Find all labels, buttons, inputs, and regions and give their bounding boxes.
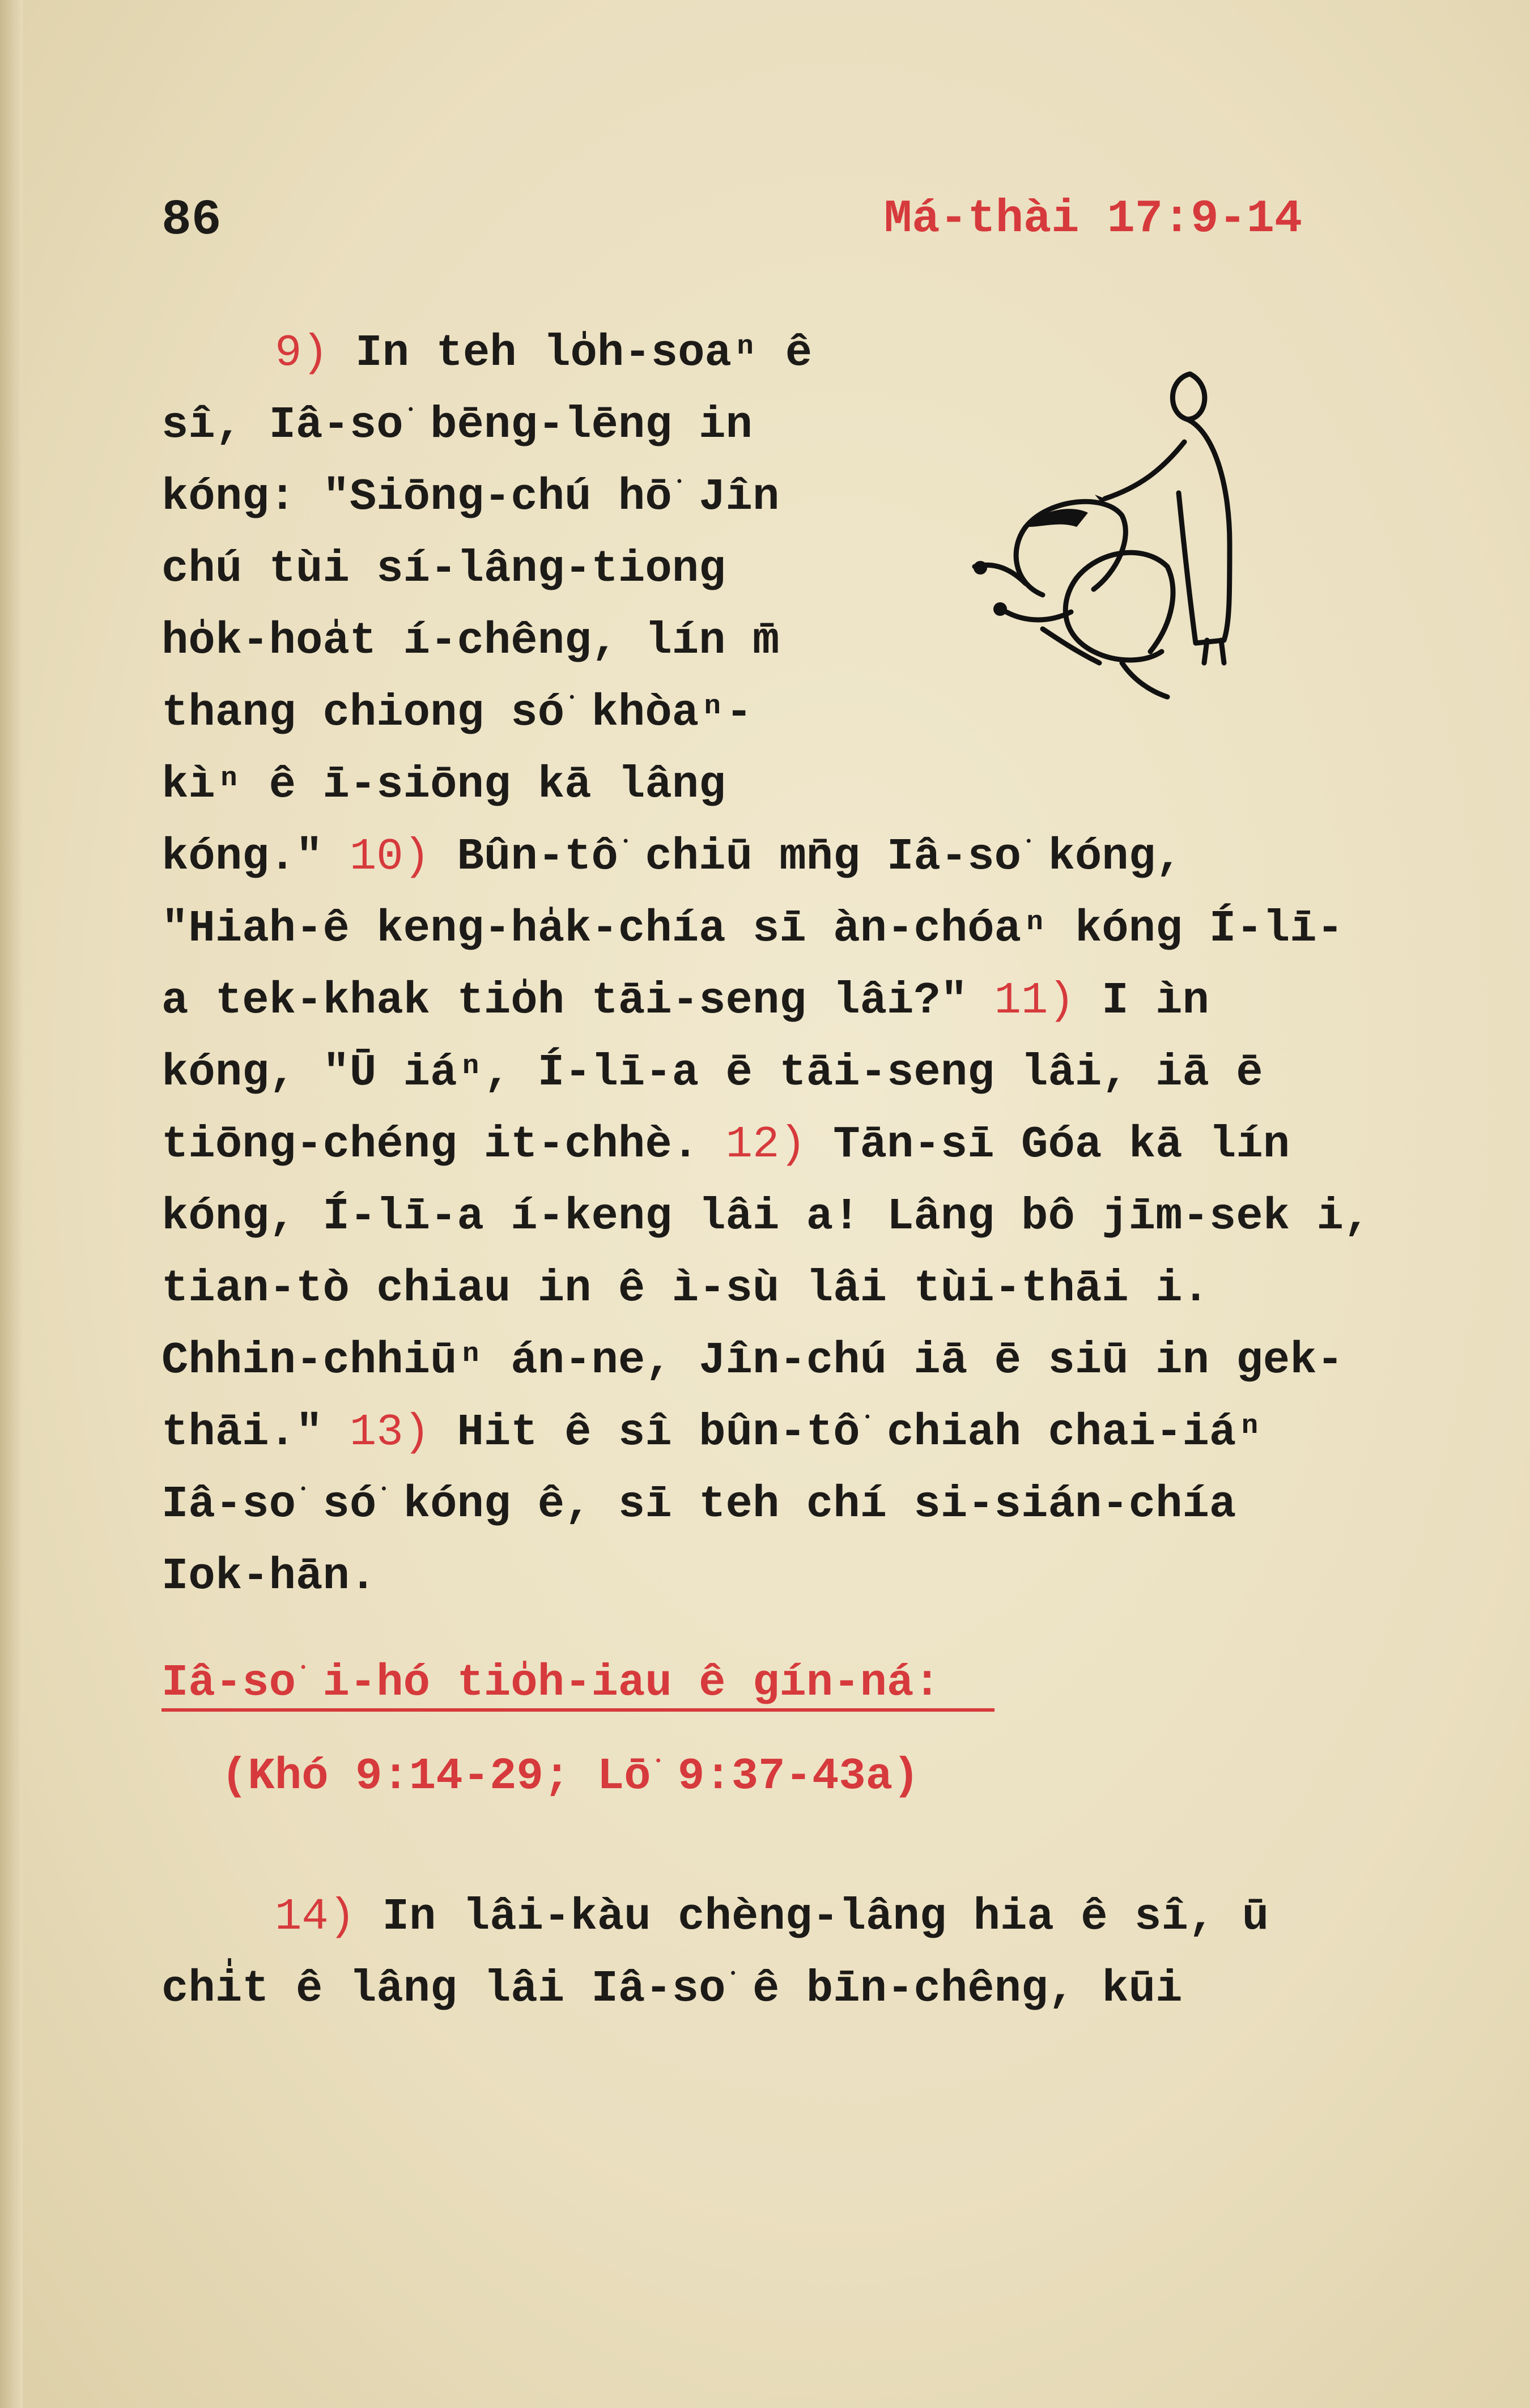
verse-text: sî, Iâ-so͘ bēng-lēng in	[162, 399, 753, 450]
heading-underline	[162, 1708, 994, 1712]
section-heading: Iâ-so͘ i-hó tio̍h-iau ê gín-ná:	[162, 1657, 941, 1708]
text-line	[162, 605, 1476, 677]
verse-text: thāi."	[162, 1407, 350, 1458]
text-line	[162, 1253, 1476, 1325]
verse-number: 9)	[275, 327, 329, 378]
verse-text: thang chiong só͘ khòaⁿ-	[162, 687, 753, 738]
text-line	[162, 389, 1476, 461]
verse-text: Tān-sī Góa kā lín	[806, 1119, 1290, 1170]
text-line	[162, 1397, 1476, 1469]
verse-text: a tek-khak tio̍h tāi-seng lâi?"	[162, 975, 994, 1026]
paragraph-verse-14	[162, 1881, 1476, 2025]
text-line	[162, 749, 1476, 821]
text-line	[162, 965, 1476, 1037]
text-line	[162, 1953, 1476, 2025]
text-line	[162, 1469, 1476, 1541]
text-line	[162, 1109, 1476, 1181]
verse-text: kóng, Í-lī-a í-keng lâi a! Lâng bô jīm-sek i,	[162, 1191, 1371, 1242]
cross-reference: (Khó 9:14-29; Lō͘ 9:37-43a)	[221, 1751, 920, 1802]
text-line	[162, 533, 1476, 605]
running-header-reference: Má-thài 17:9-14	[884, 193, 1303, 245]
verse-number: 11)	[994, 975, 1075, 1026]
text-line	[162, 1541, 1476, 1613]
verse-number: 12)	[725, 1119, 806, 1170]
verse-text: ho̍k-hoa̍t í-chêng, lín m̄	[162, 615, 780, 666]
page-binding-edge	[0, 0, 23, 2408]
verse-text: Hit ê sî bûn-tô͘ chiah chai-iáⁿ	[430, 1407, 1263, 1458]
page-number: 86	[162, 193, 222, 249]
verse-text: chú tùi sí-lâng-tiong	[162, 543, 726, 594]
verse-text: kóng: "Siōng-chú hō͘ Jîn	[162, 471, 780, 522]
text-line	[162, 1181, 1476, 1253]
verse-number: 14)	[275, 1891, 356, 1942]
verse-number: 10)	[349, 831, 431, 882]
text-line	[162, 677, 1476, 749]
verse-text: Bûn-tô͘ chiū mn̄g Iâ-so͘ kóng,	[430, 831, 1183, 882]
verse-text: tiōng-chéng it-chhè.	[162, 1119, 726, 1170]
text-line	[162, 1881, 1476, 1953]
text-line	[162, 821, 1476, 893]
verse-text: I ìn	[1074, 975, 1209, 1026]
verse-text: kìⁿ ê ī-siōng kā lâng	[162, 759, 726, 810]
verse-text: In teh lo̍h-soaⁿ ê	[328, 327, 813, 378]
text-line	[162, 893, 1476, 965]
verse-text: chi̍t ê lâng lâi Iâ-so͘ ê bīn-chêng, kūi	[162, 1963, 1183, 2014]
verse-text: "Hiah-ê keng-ha̍k-chía sī àn-chóaⁿ kóng Í-lī-	[162, 903, 1344, 954]
text-line	[162, 1325, 1476, 1397]
verse-text: Iâ-so͘ só͘ kóng ê, sī teh chí si-sián-chía	[162, 1479, 1236, 1530]
paragraph-verses-9-13	[162, 317, 1476, 1613]
verse-text: kóng."	[162, 831, 350, 882]
verse-text: Iok-hān.	[162, 1551, 377, 1602]
verse-text: kóng, "Ū iáⁿ, Í-lī-a ē tāi-seng lâi, iā ē	[162, 1047, 1263, 1098]
text-line	[162, 461, 1476, 533]
verse-text: In lâi-kàu chèng-lâng hia ê sî, ū	[355, 1891, 1269, 1942]
text-line	[162, 317, 1476, 389]
verse-text: tian-tò chiau in ê ì-sù lâi tùi-thāi i.	[162, 1263, 1209, 1314]
verse-text: Chhin-chhiūⁿ án-ne, Jîn-chú iā ē siū in gek-	[162, 1335, 1344, 1386]
text-line	[162, 1037, 1476, 1109]
verse-number: 13)	[349, 1407, 431, 1458]
